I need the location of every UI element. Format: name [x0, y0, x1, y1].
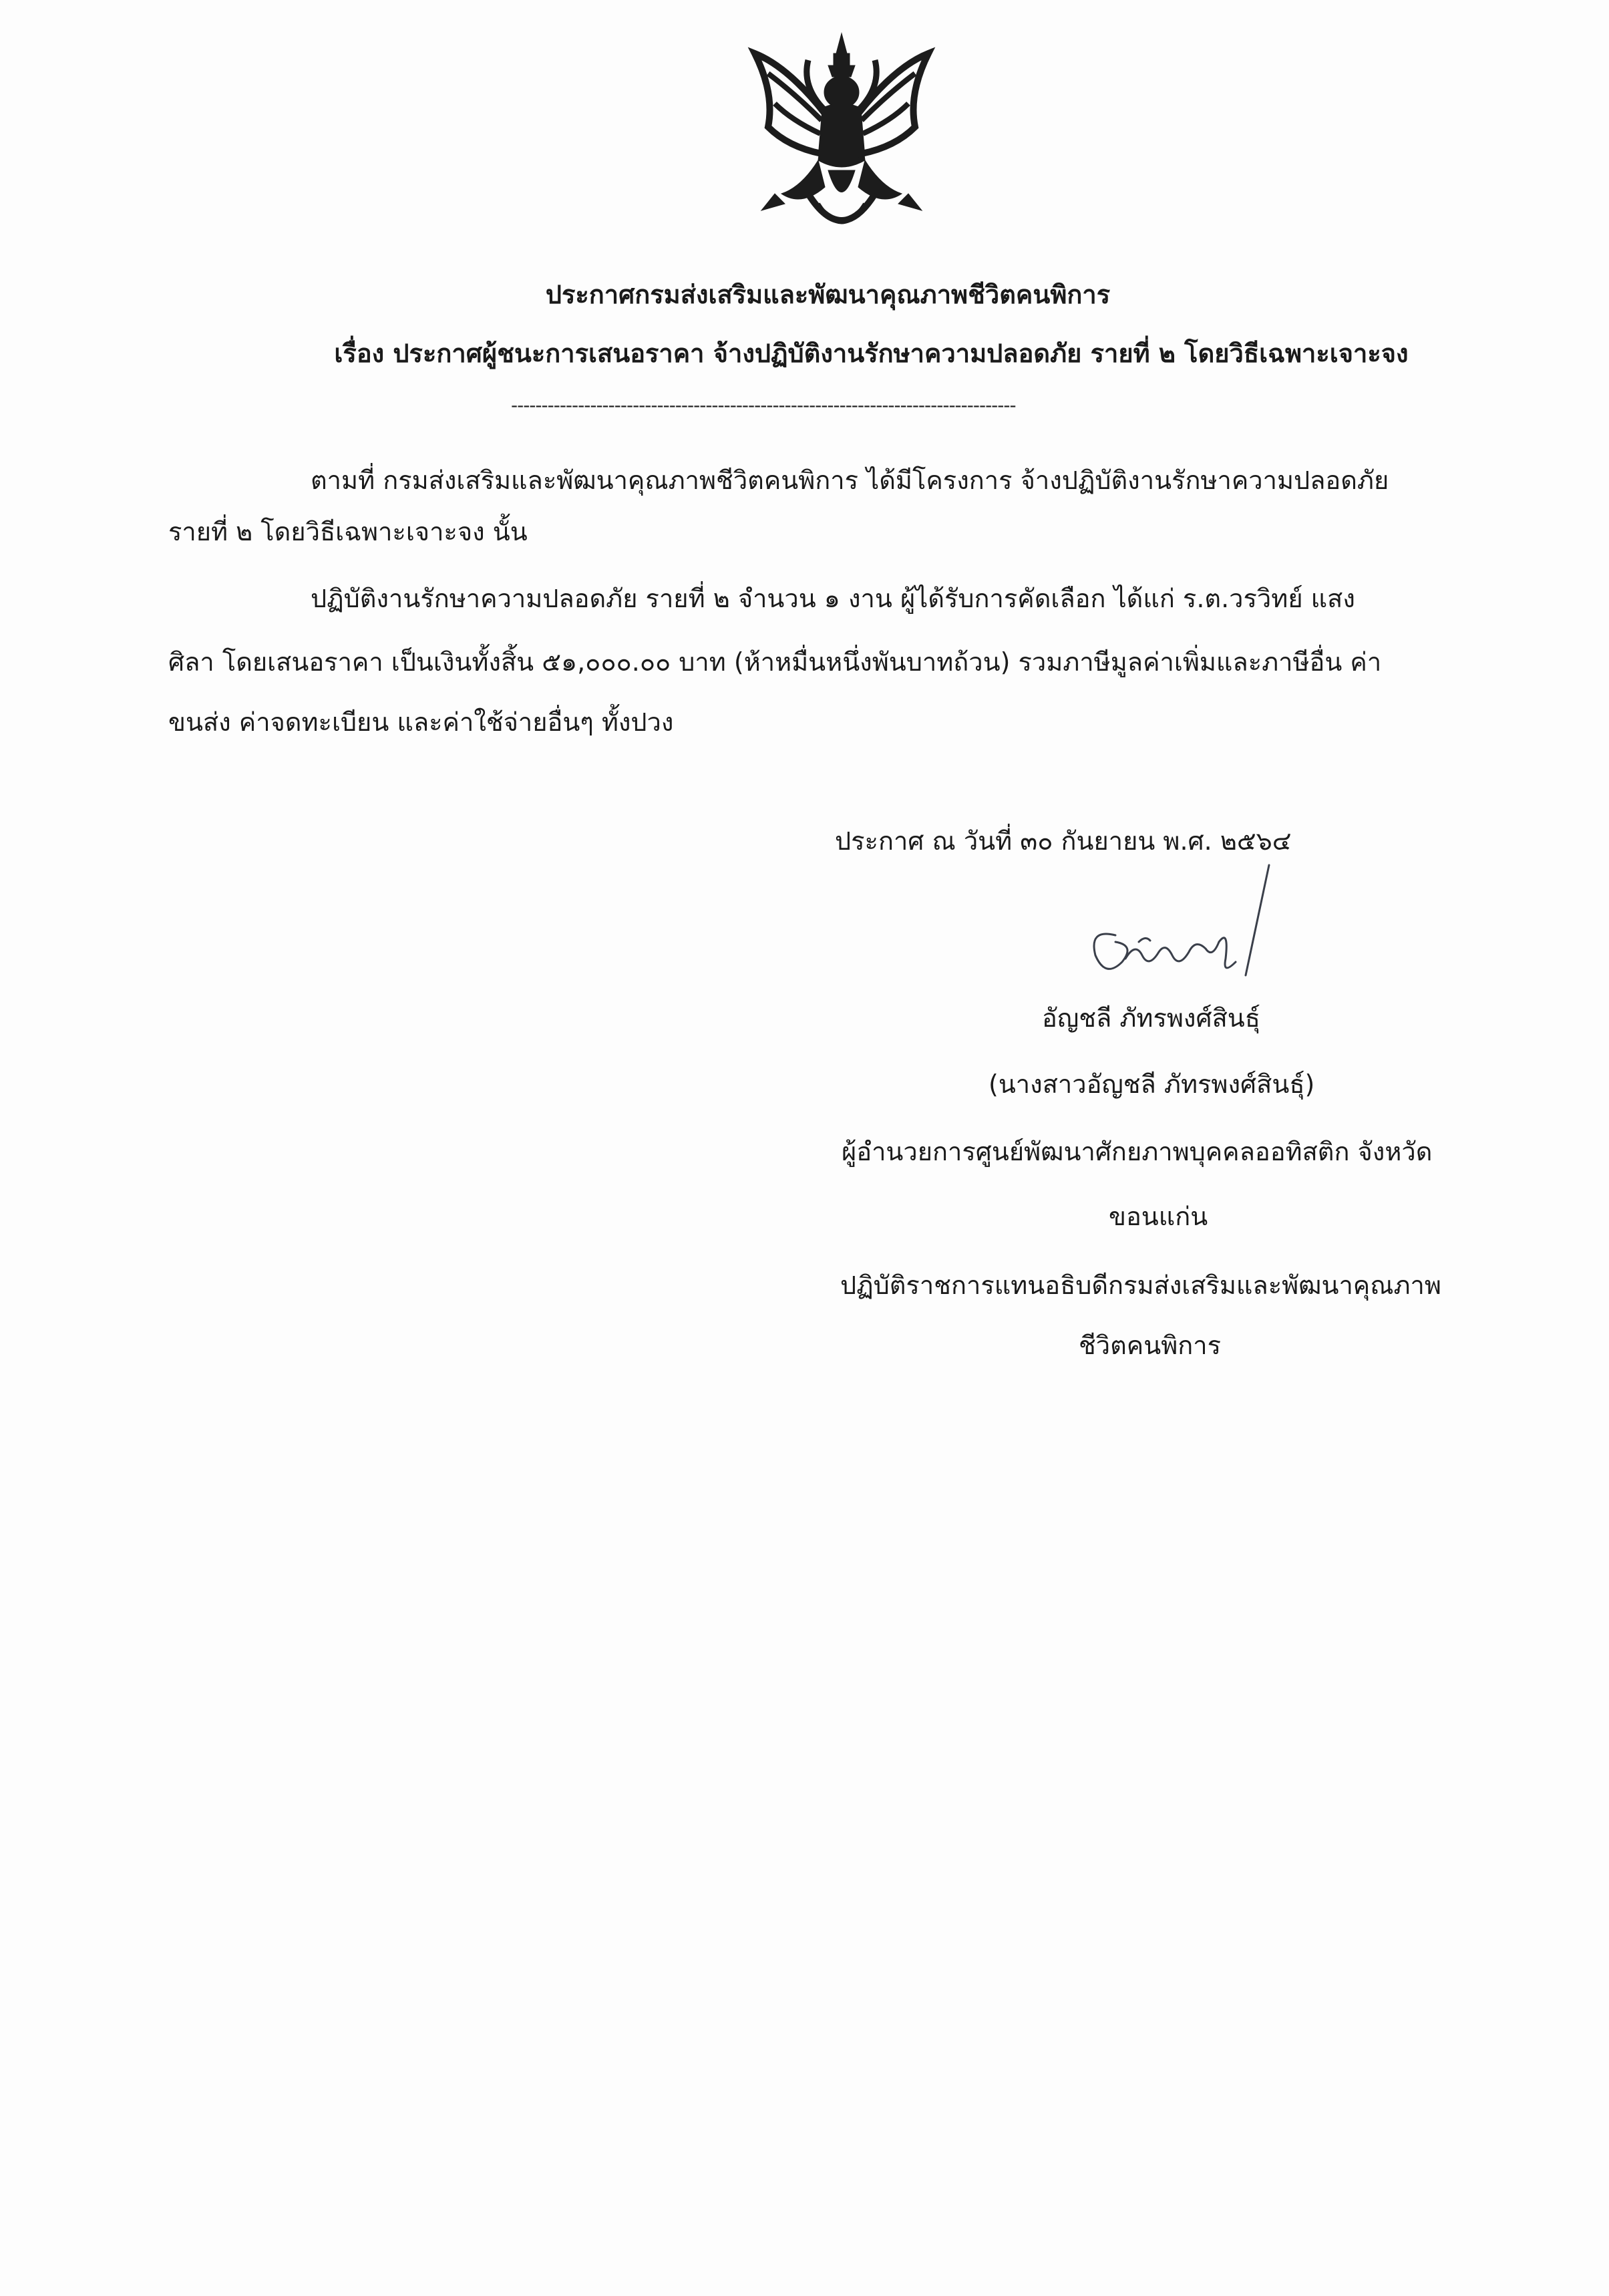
- signer-position-line-2: ขอนแก่น: [1109, 1202, 1208, 1231]
- garuda-emblem-icon: [728, 27, 955, 254]
- paragraph-1-line-1: ตามที่ กรมส่งเสริมและพัฒนาคุณภาพชีวิตคนพิการ ได้มีโครงการ จ้างปฏิบัติงานรักษาความปลอดภัย: [311, 466, 1389, 495]
- acting-for-line-2: ชีวิตคนพิการ: [1079, 1331, 1222, 1360]
- handwritten-signature: [1075, 862, 1276, 995]
- signer-name: อัญชลี ภัทรพงศ์สินธุ์: [1042, 1003, 1260, 1033]
- announcement-date: ประกาศ ณ วันที่ ๓๐ กันยายน พ.ศ. ๒๕๖๔: [835, 826, 1292, 856]
- signer-full-name: (นางสาวอัญชลี ภัทรพงศ์สินธุ์): [989, 1070, 1315, 1099]
- paragraph-2-line-2: ศิลา โดยเสนอราคา เป็นเงินทั้งสิ้น ๕๑,๐๐๐.๐๐ บาท (ห้าหมื่นหนึ่งพันบาทถ้วน) รวมภาษีมูลค่าเพิ่มและภาษีอื่น ค่า: [168, 647, 1382, 677]
- acting-for-line-1: ปฏิบัติราชการแทนอธิบดีกรมส่งเสริมและพัฒนาคุณภาพ: [840, 1271, 1441, 1300]
- signer-position-line-1: ผู้อำนวยการศูนย์พัฒนาศักยภาพบุคคลออทิสติก จังหวัด: [842, 1137, 1433, 1166]
- paragraph-2-line-3: ขนส่ง ค่าจดทะเบียน และค่าใช้จ่ายอื่นๆ ทั้งปวง: [168, 707, 674, 737]
- announcement-subject: เรื่อง ประกาศผู้ชนะการเสนอราคา จ้างปฏิบัติงานรักษาความปลอดภัย รายที่ ๒ โดยวิธีเฉพาะเจาะจง: [334, 339, 1409, 368]
- paragraph-1-line-2: รายที่ ๒ โดยวิธีเฉพาะเจาะจง นั้น: [168, 517, 528, 546]
- separator-line: -----------------------------------------------------------------------------------: [511, 394, 1016, 416]
- paragraph-2-line-1: ปฏิบัติงานรักษาความปลอดภัย รายที่ ๒ จำนวน ๑ งาน ผู้ได้รับการคัดเลือก ได้แก่ ร.ต.วรวิทย์ แสง: [311, 584, 1355, 613]
- announcement-title: ประกาศกรมส่งเสริมและพัฒนาคุณภาพชีวิตคนพิการ: [545, 280, 1111, 309]
